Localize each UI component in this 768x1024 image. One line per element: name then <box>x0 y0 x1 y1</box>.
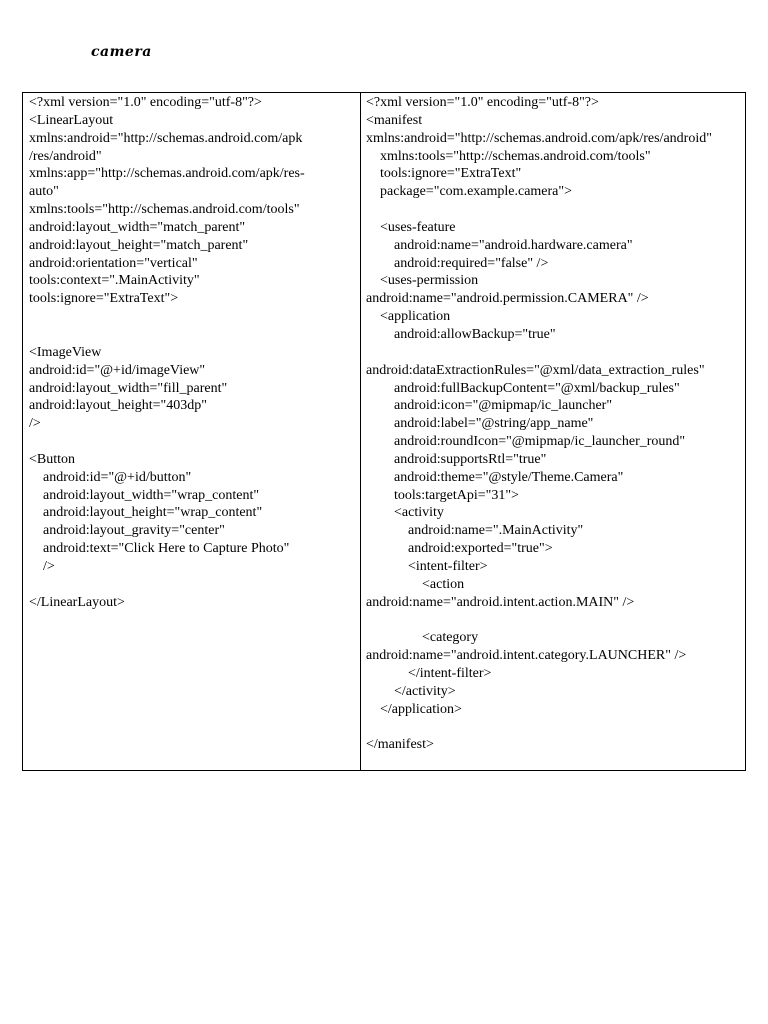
manifest-xml-line: xmlns:android="http://schemas.android.com/apk/res/android" <box>366 130 712 146</box>
manifest-xml-line: android:exported="true"> <box>366 541 553 557</box>
manifest-xml-line: <uses-feature <box>366 219 456 235</box>
manifest-xml-line: android:supportsRtl="true" <box>366 451 547 467</box>
layout-xml-line: xmlns:android="http://schemas.android.com/apk <box>29 130 303 146</box>
code-table <box>22 92 746 771</box>
document-title: camera <box>91 44 152 60</box>
manifest-xml-line: </manifest> <box>366 737 434 753</box>
manifest-xml-line: <manifest <box>366 112 423 128</box>
manifest-xml-line: android:dataExtractionRules="@xml/data_extraction_rules" <box>366 362 705 378</box>
manifest-xml-line: android:name="android.permission.CAMERA" /> <box>366 291 649 307</box>
layout-xml-line: <ImageView <box>29 344 102 360</box>
layout-xml-line: /> <box>29 416 41 432</box>
layout-xml-line: <?xml version="1.0" encoding="utf-8"?> <box>29 95 262 110</box>
layout-xml-line: android:layout_height="403dp" <box>29 398 207 414</box>
layout-xml-line: android:layout_width="match_parent" <box>29 219 246 235</box>
manifest-xml-line: android:allowBackup="true" <box>366 326 556 342</box>
manifest-xml-line <box>366 344 745 362</box>
manifest-xml-line: </activity> <box>366 683 456 699</box>
layout-xml-line: auto" <box>29 184 59 200</box>
layout-xml-line: android:text="Click Here to Capture Photo" <box>29 541 290 557</box>
layout-xml-line: </LinearLayout> <box>29 594 125 610</box>
manifest-xml-line: package="com.example.camera"> <box>366 184 573 200</box>
layout-xml-line <box>29 433 360 451</box>
layout-xml-line: android:layout_height="match_parent" <box>29 237 249 253</box>
manifest-xml-line: android:theme="@style/Theme.Camera" <box>366 469 624 485</box>
manifest-xml-line: <application <box>366 309 451 325</box>
manifest-xml-line: android:name="android.intent.action.MAIN" /> <box>366 594 635 610</box>
layout-xml-line: tools:context=".MainActivity" <box>29 273 200 289</box>
manifest-xml-line: tools:ignore="ExtraText" <box>366 166 522 182</box>
layout-xml-line: android:id="@+id/imageView" <box>29 362 206 378</box>
layout-xml-line: android:layout_width="wrap_content" <box>29 487 260 503</box>
layout-xml-line: android:layout_gravity="center" <box>29 523 225 539</box>
manifest-xml-line <box>366 719 745 737</box>
manifest-xml-cell <box>361 93 745 770</box>
layout-xml-line: android:layout_width="fill_parent" <box>29 380 228 396</box>
layout-xml-cell <box>23 93 361 770</box>
manifest-xml-line: <category <box>366 630 479 646</box>
manifest-xml-line: android:required="false" /> <box>366 255 549 271</box>
manifest-xml-line: </intent-filter> <box>366 666 492 681</box>
manifest-xml-line: <activity <box>366 505 444 521</box>
layout-xml-line: <Button <box>29 451 76 467</box>
manifest-xml-line <box>366 201 745 219</box>
manifest-xml-line: <action <box>366 576 465 592</box>
layout-xml-line: xmlns:app="http://schemas.android.com/apk/res- <box>29 166 305 182</box>
manifest-xml-line: android:name="android.intent.category.LAUNCHER" /> <box>366 648 687 664</box>
manifest-xml-line: </application> <box>366 701 462 717</box>
layout-xml-line: xmlns:tools="http://schemas.android.com/tools" <box>29 202 300 218</box>
manifest-xml-line: <intent-filter> <box>366 558 488 574</box>
layout-xml-line <box>29 326 360 344</box>
layout-xml-line <box>29 576 360 594</box>
layout-xml-line: /res/android" <box>29 148 102 164</box>
manifest-xml-line: android:roundIcon="@mipmap/ic_launcher_round" <box>366 434 686 450</box>
layout-xml-line: tools:ignore="ExtraText"> <box>29 291 179 307</box>
layout-xml-line <box>29 308 360 326</box>
manifest-xml-line <box>366 611 745 629</box>
manifest-xml-line: <?xml version="1.0" encoding="utf-8"?> <box>366 95 599 110</box>
layout-xml-line: <LinearLayout <box>29 112 114 128</box>
layout-xml-line: /> <box>29 558 55 574</box>
manifest-xml-line: android:label="@string/app_name" <box>366 416 594 432</box>
manifest-xml-line: tools:targetApi="31"> <box>366 487 519 503</box>
manifest-xml-line: android:name=".MainActivity" <box>366 523 584 539</box>
manifest-xml-line: android:icon="@mipmap/ic_launcher" <box>366 398 613 414</box>
manifest-xml-line: android:name="android.hardware.camera" <box>366 237 633 253</box>
manifest-xml-line: xmlns:tools="http://schemas.android.com/tools" <box>366 148 651 164</box>
manifest-xml-line: android:fullBackupContent="@xml/backup_rules" <box>366 380 680 396</box>
layout-xml-line: android:id="@+id/button" <box>29 469 192 485</box>
layout-xml-line: android:layout_height="wrap_content" <box>29 505 263 521</box>
layout-xml-line: android:orientation="vertical" <box>29 255 198 271</box>
manifest-xml-line: <uses-permission <box>366 273 479 289</box>
